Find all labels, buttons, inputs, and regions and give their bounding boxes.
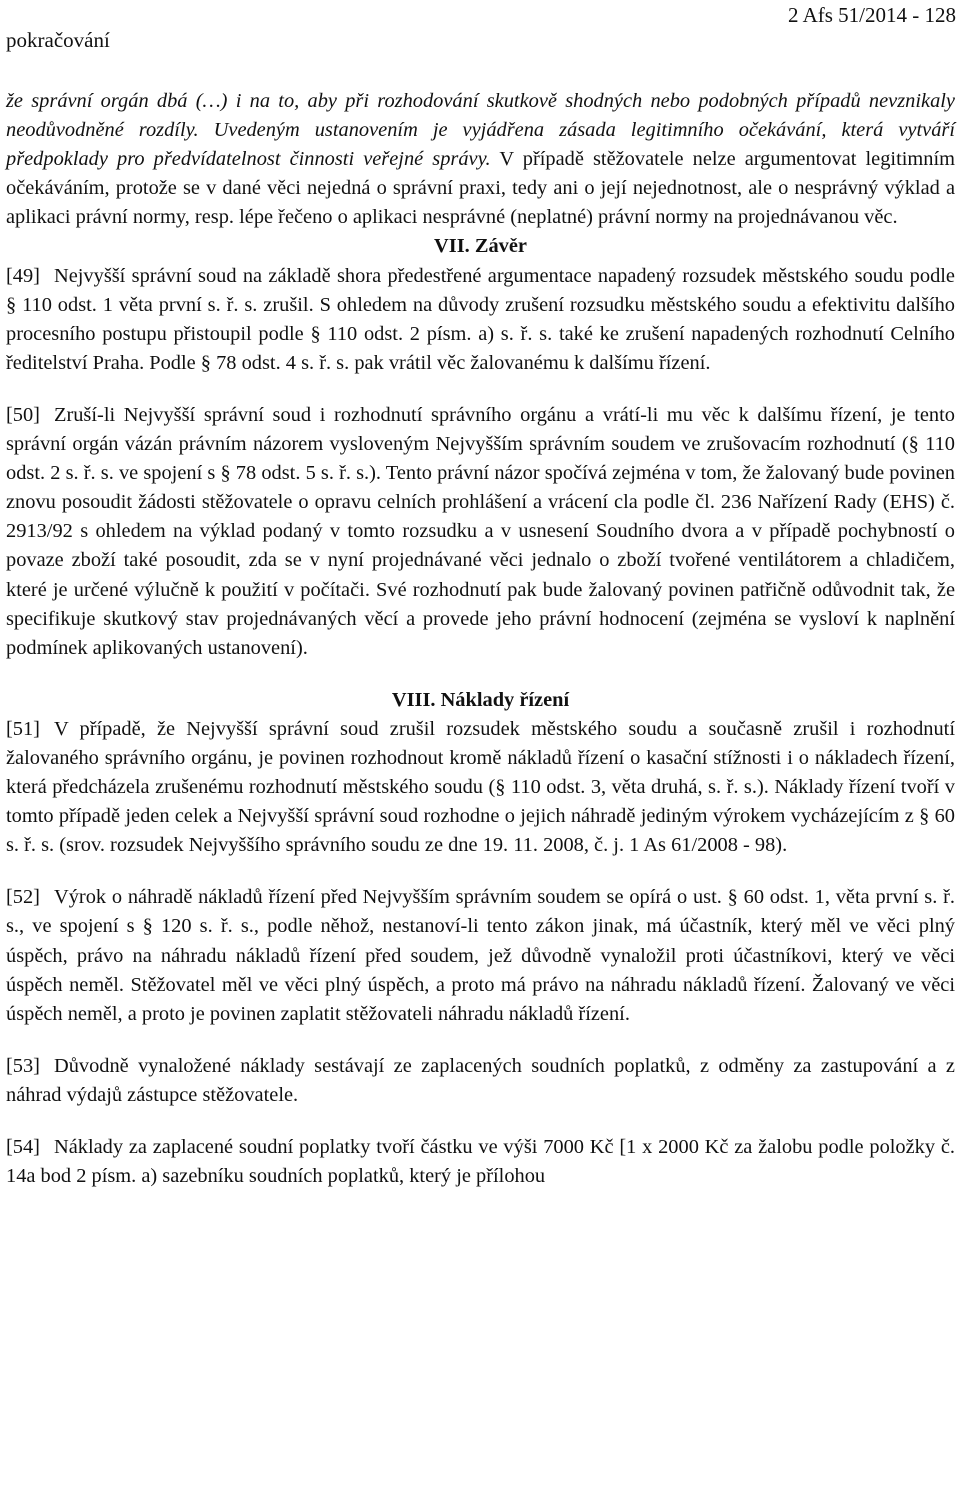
paragraph-52 — [6, 883, 955, 1028]
paragraph-number: [54] — [6, 1136, 40, 1158]
paragraph-50 — [6, 401, 955, 663]
paragraph-51 — [6, 715, 955, 860]
intro-italic-quote: že správní orgán dbá (…) i na to, aby při rozhodování skutkově shodných nebo podobných případů nevznikaly neodůvodněné rozdíly. Uvedeným ustanovením je vyjádřena zásada legitimního očekávání, která vytváří předpoklady pro předvídatelnost činnosti veřejné správy. — [6, 90, 955, 171]
paragraph-text: Zruší-li Nejvyšší správní soud i rozhodnutí správního orgánu a vrátí-li mu věc k dalšímu řízení, je tento správní orgán vázán právním názorem vysloveným Nejvyšším správním soudem ve zrušovacím rozhodnutí (§ 110 odst. 2 s. ř. s. ve spojení s § 78 odst. 5 s. ř. s.). Tento právní názor spočívá zejména v tom, že žalovaný bude povinen znovu posoudit žádosti stěžovatele o opravu celních prohlášení a vrácení cla podle čl. 236 Nařízení Rady (EHS) č. 2913/92 s ohledem na výklad podaný v tomto rozsudku a v usnesení Soudního dvora a v případě pochybností o povaze zboží také posoudit, zda se v nyní projednávané věci jednalo o zboží tvořené ventilátorem a chladičem, které je určené výlučně k použití v počítači. Své rozhodnutí pak bude žalovaný povinen patřičně odůvodnit tak, že specifikuje skutkový stav projednávaných věcí a provede jeho právní hodnocení (zejména se vysloví k naplnění podmínek aplikovaných ustanovení). — [6, 403, 955, 659]
intro-text: V případě stěžovatele nelze argumentovat legitimním očekáváním, protože se v dané věci nejedná o správní praxi, tedy ani o její nejednotnost, ale o nesprávný výklad a aplikaci právní normy, resp. lépe řečeno o aplikaci nesprávné (neplatné) právní normy na projednávanou věc. — [6, 148, 956, 229]
section-title-zaver: VII. Závěr — [434, 235, 527, 258]
header-case-number: 2 Afs 51/2014 - 128 — [788, 3, 956, 27]
document-body — [6, 87, 955, 1214]
header-continuation-label: pokračování — [6, 28, 110, 52]
section-title-naklady-rizeni: VIII. Náklady řízení — [391, 688, 570, 711]
paragraph-53 — [6, 1052, 955, 1110]
paragraph-number: [50] — [6, 403, 40, 426]
paragraph-text: V případě, že Nejvyšší správní soud zrušil rozsudek městského soudu a současně zrušil i rozhodnutí žalovaného správního orgánu, je povinen rozhodnout kromě nákladů řízení o kasační stížnosti i o nákladech řízení, která předcházela zrušenému rozhodnutí městského soudu (§ 110 odst. 3, věta druhá, s. ř. s.). Náklady řízení tvoří v tomto případě jeden celek a Nejvyšší správní soud rozhodne o jejich náhradě jediným výrokem vycházejícím z § 60 s. ř. s. (srov. rozsudek Nejvyššího správního soudu ze dne 19. 11. 2008, č. j. 1 As 61/2008 - 98). — [6, 717, 955, 857]
paragraph-number: [49] — [6, 264, 40, 287]
paragraph-number: [53] — [6, 1054, 40, 1077]
paragraph-text: Náklady za zaplacené soudní poplatky tvoří částku ve výši 7000 Kč [1 x 2000 Kč za žalobu podle položky č. 14a bod 2 písm. a) sazebníku soudních poplatků, který je přílohou — [6, 1136, 955, 1188]
paragraph-text: Nejvyšší správní soud na základě shora předestřené argumentace napadený rozsudek městského soudu podle § 110 odst. 1 věta první s. ř. s. zrušil. S ohledem na důvody zrušení rozsudku městského soudu a efektivitu dalšího procesního postupu přistoupil podle § 110 odst. 2 písm. a) s. ř. s. také ke zrušení napadených rozhodnutí Celního ředitelství Praha. Podle § 78 odst. 4 s. ř. s. pak vrátil věc žalovanému k dalšímu řízení. — [6, 264, 955, 374]
paragraph-number: [51] — [6, 717, 40, 740]
paragraph-54 — [6, 1133, 955, 1191]
paragraph-49 — [6, 262, 955, 378]
intro-paragraph — [6, 87, 955, 232]
paragraph-text: Výrok o náhradě nákladů řízení před Nejvyšším správním soudem se opírá o ust. § 60 odst. 1, věta první s. ř. s., ve spojení s § 120 s. ř. s., podle něhož, nestanoví-li tento zákon jinak, má účastník, který měl ve věci plný úspěch, právo na náhradu nákladů řízení před soudem, jež důvodně vynaložil proti účastníkovi, který ve věci úspěch neměl. Stěžovatel měl ve věci plný úspěch, a proto má právo na náhradu nákladů řízení. Žalovaný ve věci úspěch neměl, a proto je povinen zaplatit stěžovateli náhradu nákladů řízení. — [6, 886, 955, 1025]
paragraph-text: Důvodně vynaložené náklady sestávají ze zaplacených soudních poplatků, z odměny za zastupování a z náhrad výdajů zástupce stěžovatele. — [6, 1054, 955, 1106]
paragraph-number: [52] — [6, 886, 40, 909]
